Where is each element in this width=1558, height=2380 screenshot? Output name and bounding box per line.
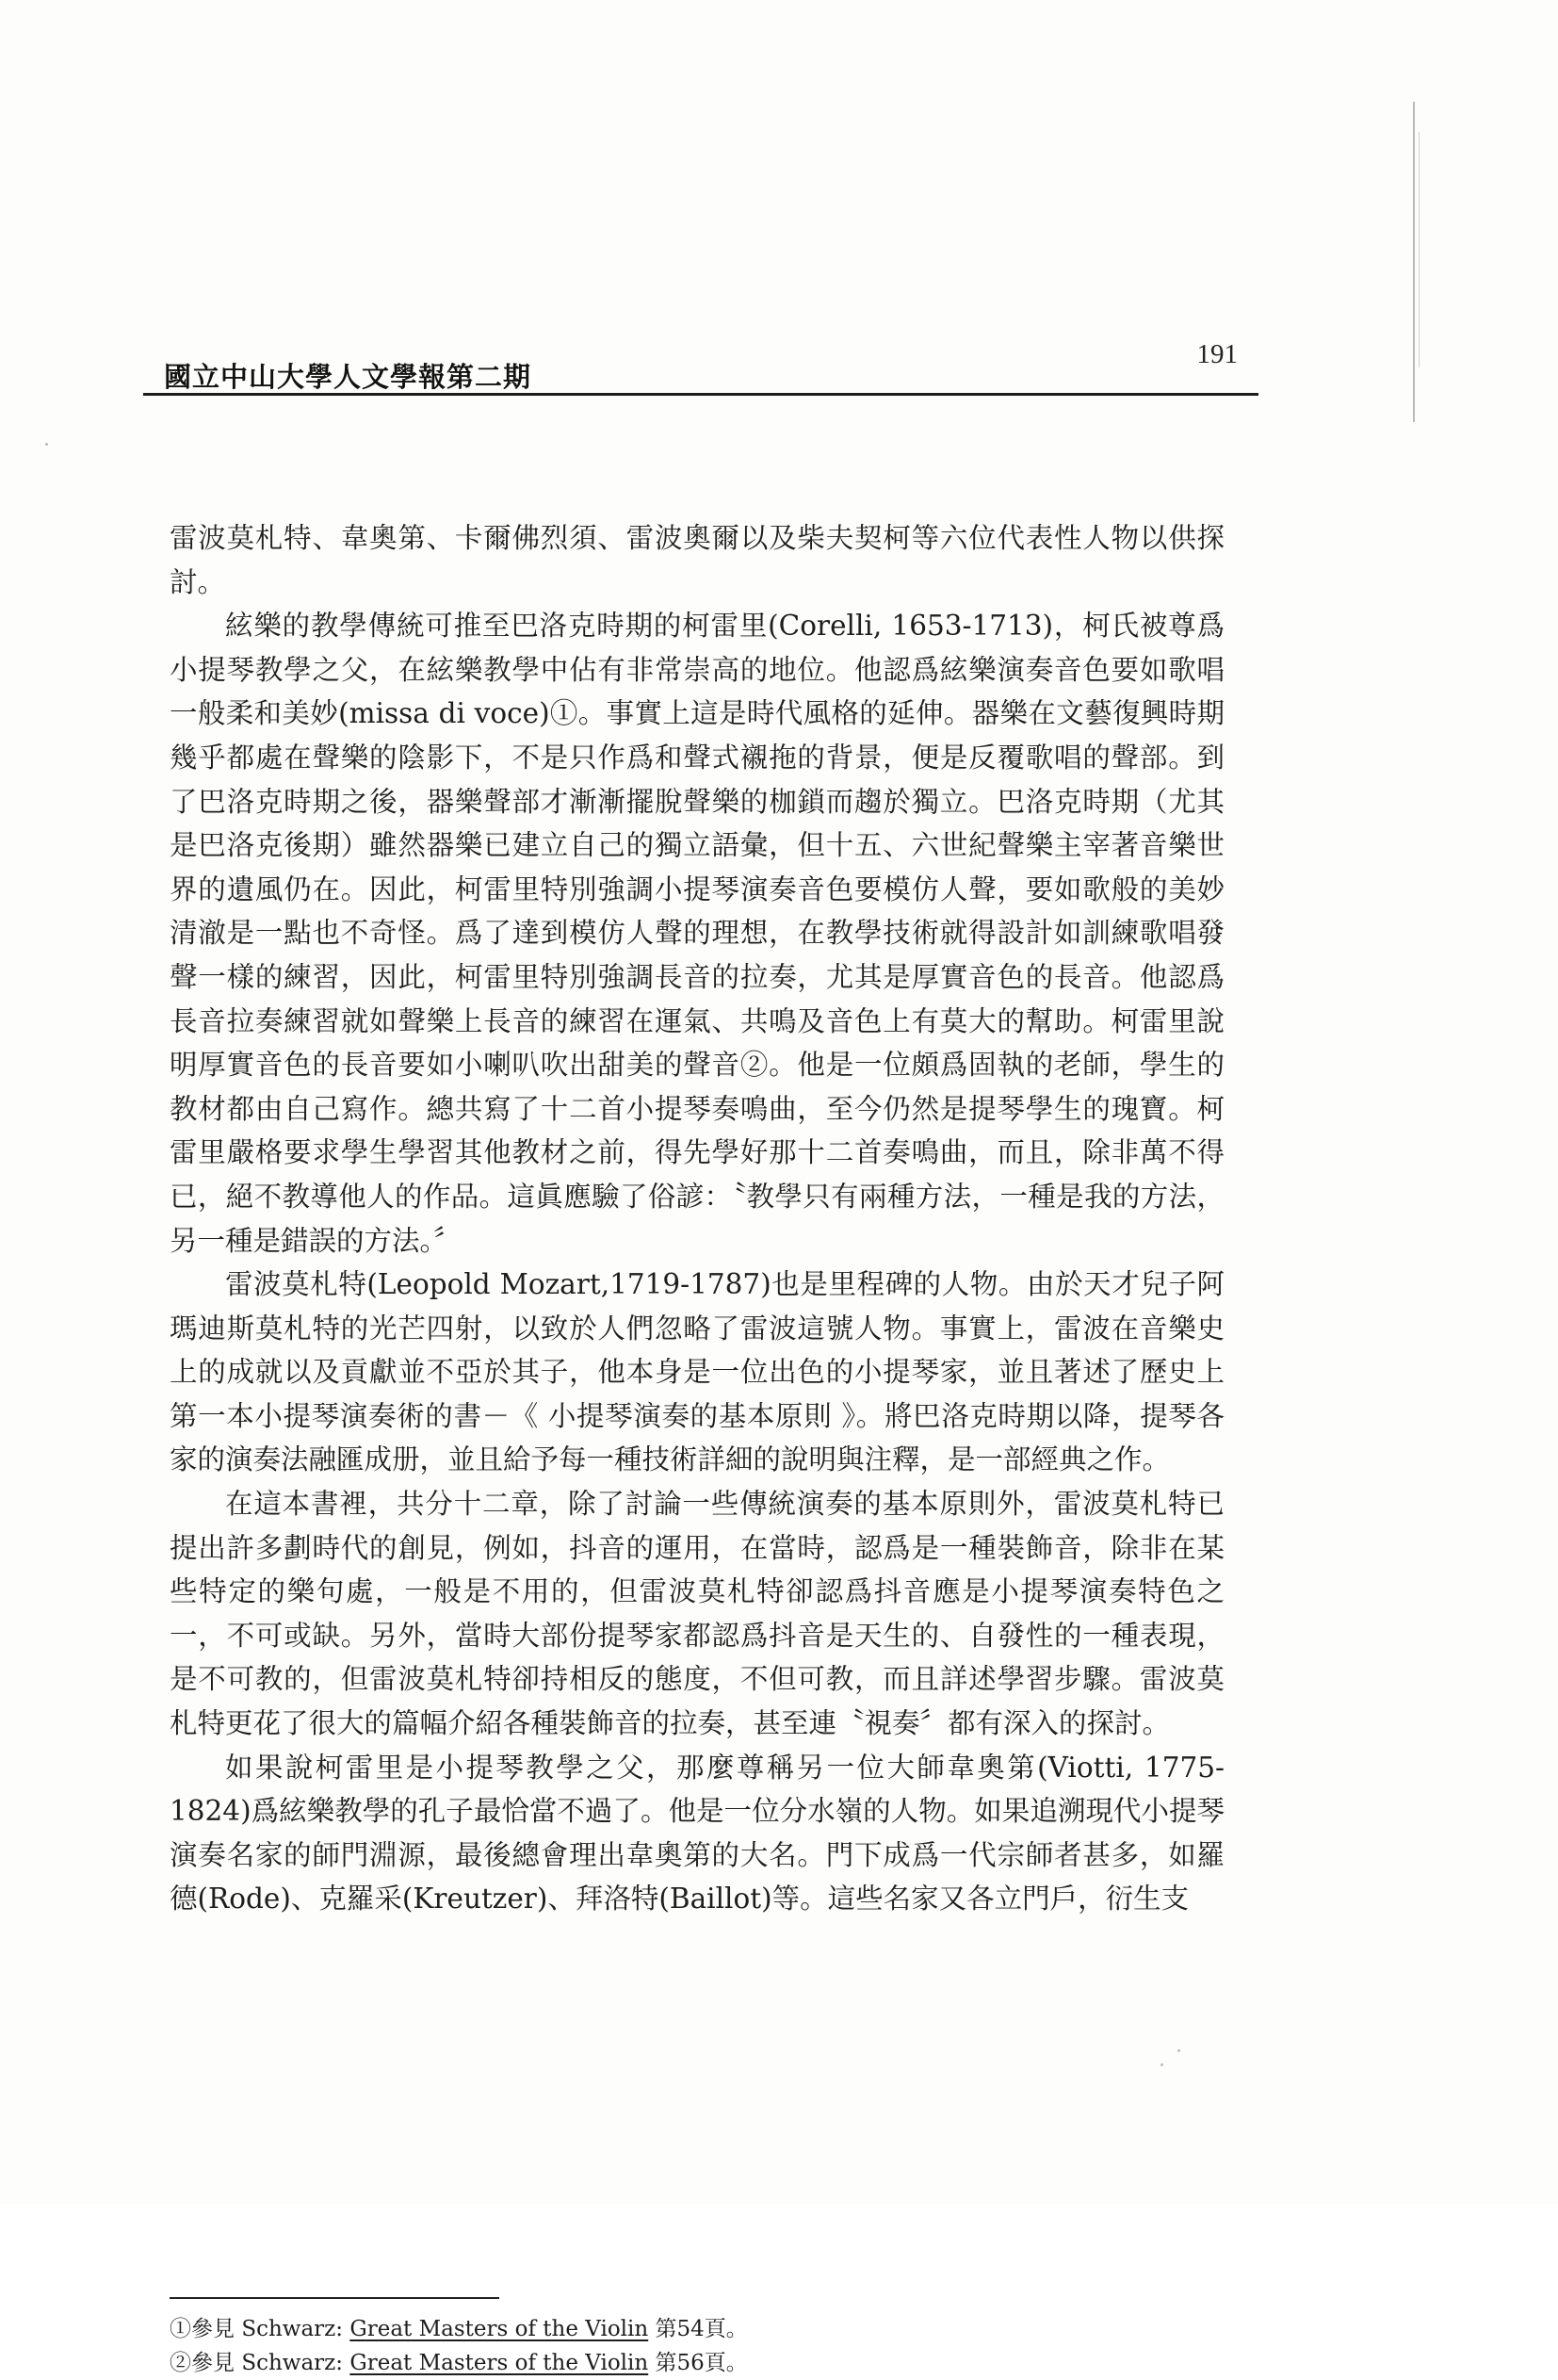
footnote-work-title: Great Masters of the Violin	[349, 2351, 649, 2375]
paragraph: 雷波莫札特、韋奧第、卡爾佛烈須、雷波奧爾以及柴夫契柯等六位代表性人物以供探討。	[170, 522, 1225, 598]
paragraph: 如果說柯雷里是小提琴教學之父，那麼尊稱另一位大師韋奧第(Viotti, 1775-1824)爲絃樂教學的孔子最恰當不過了。他是一位分水嶺的人物。如果追溯現代小提琴演奏名家的師門淵源，最後總會理出韋奧第的大名。門下成爲一代宗師者甚多，如羅德(Rode)、克羅采(Kreutzer)、拜洛特(Baillot)等。這些名家又各立門戶，衍生支	[170, 1751, 1225, 1915]
footnote-page: 第54頁。	[655, 2317, 748, 2341]
header-rule	[143, 393, 1258, 396]
paragraph: 雷波莫札特(Leopold Mozart,1719-1787)也是里程碑的人物。由於天才兒子阿瑪迪斯莫札特的光芒四射，以致於人們忽略了雷波這號人物。事實上，雷波在音樂史上的成就以及貢獻並不亞於其子，他本身是一位出色的小提琴家，並且著述了歷史上第一本小提琴演奏術的書－《 小提琴演奏的基本原則 》。將巴洛克時期以降，提琴各家的演奏法融匯成册，並且給予每一種技術詳細的說明與注釋，是一部經典之作。	[170, 1268, 1225, 1476]
footnote-mark: ②參見	[170, 2351, 235, 2375]
scan-edge-artifact	[1413, 102, 1415, 422]
body-text	[170, 516, 1225, 1921]
scan-edge-artifact	[1419, 132, 1420, 367]
footnote	[170, 2346, 1206, 2380]
scan-speck	[1160, 2063, 1163, 2066]
page-number: 191	[1196, 339, 1238, 369]
footnote	[170, 2312, 1206, 2346]
running-header	[143, 332, 1258, 396]
footnote-mark: ①參見	[170, 2317, 235, 2341]
scan-speck	[1177, 2049, 1180, 2052]
footnote-author: Schwarz:	[241, 2351, 344, 2375]
journal-title: 國立中山大學人文學報第二期	[164, 361, 532, 393]
footnotes	[170, 2312, 1206, 2380]
paragraph: 在這本書裡，共分十二章，除了討論一些傳統演奏的基本原則外，雷波莫札特已提出許多劃時代的創見，例如，抖音的運用，在當時，認爲是一種裝飾音，除非在某些特定的樂句處，一般是不用的，但雷波莫札特卻認爲抖音應是小提琴演奏特色之一，不可或缺。另外，當時大部份提琴家都認爲抖音是天生的、自發性的一種表現，是不可教的，但雷波莫札特卻持相反的態度，不但可教，而且詳述學習步驟。雷波莫札特更花了很大的篇幅介紹各種裝飾音的拉奏，甚至連〝視奏〞都有深入的探討。	[170, 1488, 1225, 1740]
footnote-work-title: Great Masters of the Violin	[349, 2317, 649, 2341]
scan-speck	[45, 443, 48, 446]
footnote-separator	[170, 2297, 499, 2299]
paragraph: 絃樂的教學傳統可推至巴洛克時期的柯雷里(Corelli, 1653-1713)，柯氏被尊爲小提琴教學之父，在絃樂教學中佔有非常崇高的地位。他認爲絃樂演奏音色要如歌唱一般柔和美妙(missa di voce)①。事實上這是時代風格的延伸。器樂在文藝復興時期幾乎都處在聲樂的陰影下，不是只作爲和聲式襯拖的背景，便是反覆歌唱的聲部。到了巴洛克時期之後，器樂聲部才漸漸擺脫聲樂的枷鎖而趨於獨立。巴洛克時期（尤其是巴洛克後期）雖然器樂已建立自己的獨立語彙，但十五、六世紀聲樂主宰著音樂世界的遺風仍在。因此，柯雷里特別強調小提琴演奏音色要模仿人聲，要如歌般的美妙清澈是一點也不奇怪。爲了達到模仿人聲的理想，在教學技術就得設計如訓練歌唱發聲一樣的練習，因此，柯雷里特別強調長音的拉奏，尤其是厚實音色的長音。他認爲長音拉奏練習就如聲樂上長音的練習在運氣、共鳴及音色上有莫大的幫助。柯雷里說明厚實音色的長音要如小喇叭吹出甜美的聲音②。他是一位頗爲固執的老師，學生的教材都由自己寫作。總共寫了十二首小提琴奏鳴曲，至今仍然是提琴學生的瑰寶。柯雷里嚴格要求學生學習其他教材之前，得先學好那十二首奏鳴曲，而且，除非萬不得已，絕不教導他人的作品。這眞應驗了俗諺：〝教學只有兩種方法，一種是我的方法，另一種是錯誤的方法。〞	[170, 610, 1225, 1257]
footnote-author: Schwarz:	[241, 2317, 344, 2341]
footnote-page: 第56頁。	[655, 2351, 748, 2375]
